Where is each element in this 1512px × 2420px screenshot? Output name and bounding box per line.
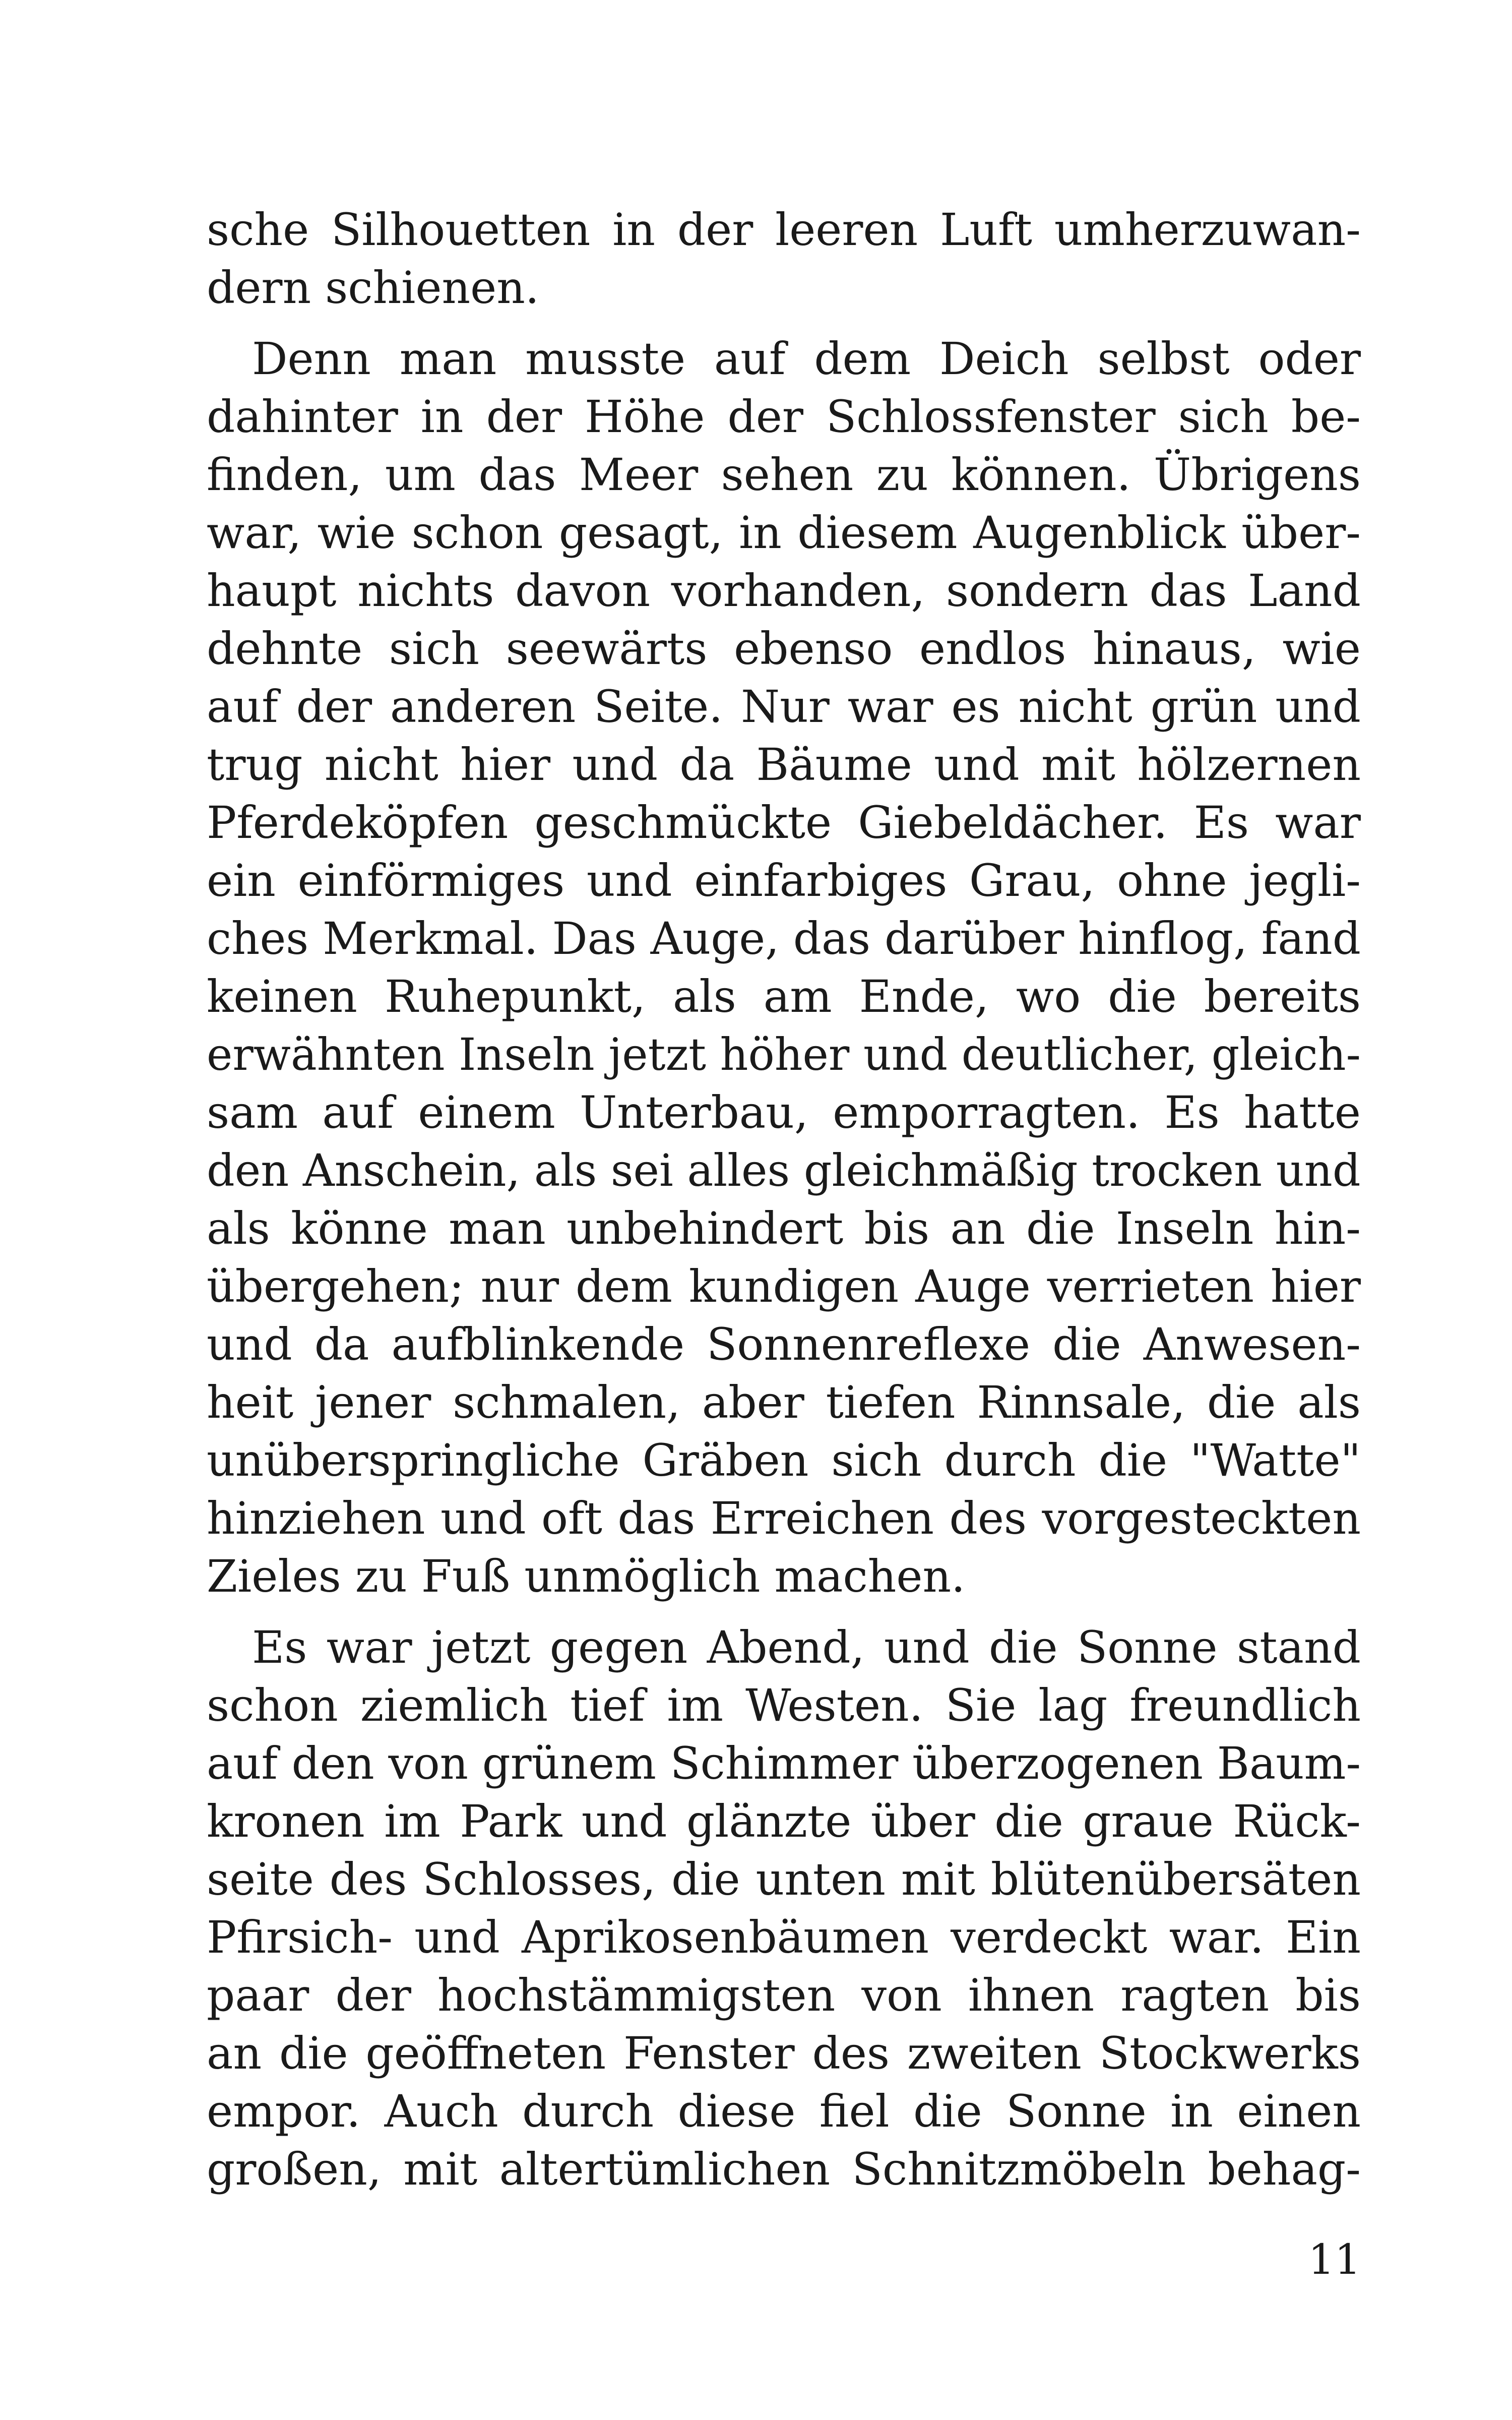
paragraph [207,201,1361,317]
text-line: finden, um das Meer sehen zu können. Übrigens [207,449,1361,501]
text-line: sche Silhouetten in der leeren Luft umherzuwan- [207,204,1361,256]
text-line: Denn man musste auf dem Deich selbst oder [252,333,1361,385]
text-line: Pferdeköpfen geschmückte Giebeldächer. Es war [207,797,1361,849]
text-line: Es war jetzt gegen Abend, und die Sonne stand [252,1621,1361,1673]
text-line: als könne man unbehindert bis an die Inseln hin- [207,1202,1361,1254]
text-line: hinziehen und oft das Erreichen des vorgesteckten [207,1492,1361,1544]
text-line: paar der hochstämmigsten von ihnen ragten bis [207,1969,1361,2021]
text-line: erwähnten Inseln jetzt höher und deutlicher, gleich- [207,1028,1361,1080]
paragraph [207,330,1361,1605]
body-text [207,201,1361,2198]
text-line: übergehen; nur dem kundigen Auge verrieten hier [207,1260,1361,1312]
text-line: auf den von grünem Schimmer überzogenen Baum- [207,1737,1361,1789]
text-line: heit jener schmalen, aber tiefen Rinnsale, die als [207,1376,1361,1428]
text-line: haupt nichts davon vorhanden, sondern das Land [207,565,1361,617]
text-line: dehnte sich seewärts ebenso endlos hinaus, wie [207,623,1361,675]
text-line: ein einförmiges und einfarbiges Grau, ohne jegli- [207,855,1361,906]
text-line: Pfirsich- und Aprikosenbäumen verdeckt war. Ein [207,1911,1361,1963]
text-line: kronen im Park und glänzte über die graue Rück- [207,1795,1361,1847]
text-line: dahinter in der Höhe der Schlossfenster sich be- [207,391,1361,443]
text-line: war, wie schon gesagt, in diesem Augenblick über- [207,507,1361,559]
text-line: ches Merkmal. Das Auge, das darüber hinflog, fand [207,913,1361,964]
text-line: unüberspringliche Gräben sich durch die "Watte" [207,1434,1361,1486]
text-line: den Anschein, als sei alles gleichmäßig trocken und [207,1144,1361,1196]
page-number: 11 [1308,2236,1361,2284]
text-line: seite des Schlosses, die unten mit blütenübersäten [207,1853,1361,1905]
text-line: sam auf einem Unterbau, emporragten. Es hatte [207,1086,1361,1138]
text-line: schon ziemlich tief im Westen. Sie lag freundlich [207,1679,1361,1731]
text-line: und da aufblinkende Sonnenreflexe die Anwesen- [207,1318,1361,1370]
text-line: Zieles zu Fuß unmöglich machen. [207,1550,966,1602]
text-line: empor. Auch durch diese fiel die Sonne in einen [207,2085,1361,2137]
text-line: dern schienen. [207,262,539,314]
text-line: an die geöffneten Fenster des zweiten Stockwerks [207,2027,1361,2079]
text-line: trug nicht hier und da Bäume und mit hölzernen [207,739,1361,791]
text-line: auf der anderen Seite. Nur war es nicht grün und [207,681,1361,733]
text-line: großen, mit altertümlichen Schnitzmöbeln behag- [207,2143,1361,2195]
paragraph [207,1618,1361,2198]
text-line: keinen Ruhepunkt, als am Ende, wo die bereits [207,971,1361,1022]
